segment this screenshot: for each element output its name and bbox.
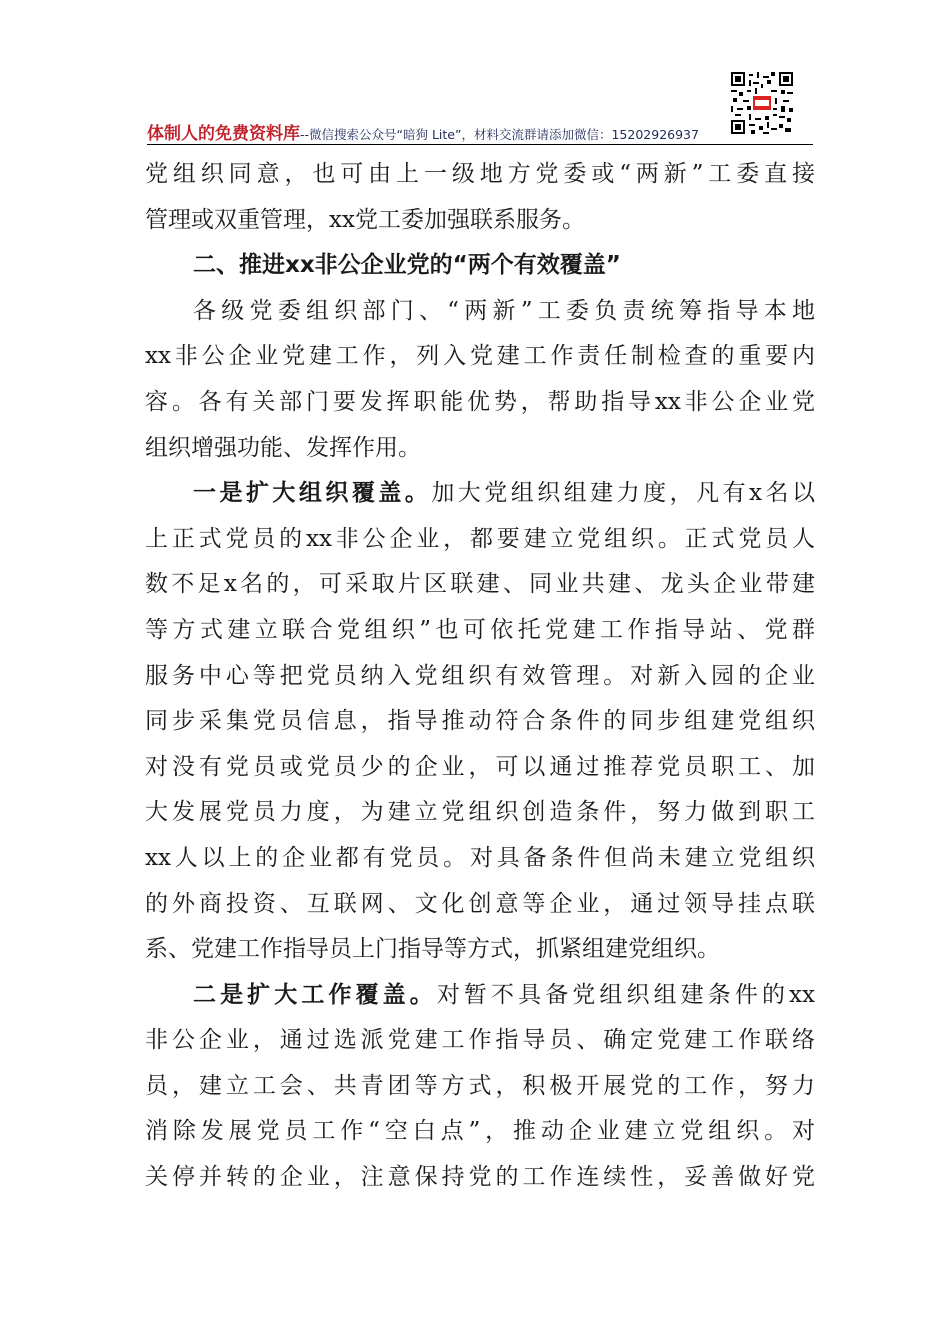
body-line: 服务中心等把党员纳入党组织有效管理。对新入园的企业 [145,662,815,689]
body-line: 对没有党员或党员少的企业，可以通过推荐党员职工、加 [145,753,815,780]
body-line: 系、党建工作指导员上门指导等方式，抓紧组建党组织。 [145,936,720,963]
page-header [147,66,813,146]
body-line: 二是扩大工作覆盖。对暂不具备党组织组建条件的xx [193,981,815,1008]
body-line: 一是扩大组织覆盖。加大党组织组建力度，凡有x名以 [193,480,815,507]
body-line: 管理或双重管理，xx党工委加强联系服务。 [145,206,585,233]
body-line: 党组织同意，也可由上一级地方党委或“两新”工委直接 [145,161,815,187]
body-line: 员，建立工会、共青团等方式，积极开展党的工作，努力 [145,1072,815,1099]
body-line: 上正式党员的xx非公企业，都要建立党组织。正式党员人 [145,525,815,552]
header-subtitle: --微信搜索公众号“暗狗 Lite”，材料交流群请添加微信：15202926937 [300,127,699,142]
body-line: 非公企业，通过选派党建工作指导员、确定党建工作联络 [145,1027,815,1054]
header-divider [147,144,813,145]
body-line: 的外商投资、互联网、文化创意等企业，通过领导挂点联 [145,890,815,917]
body-line: 同步采集党员信息，指导推动符合条件的同步组建党组织 [145,708,815,735]
section-heading: 二、推进xx非公企业党的“两个有效覆盖” [193,252,621,279]
brand-title: 体制人的免费资料库 [147,124,300,144]
lead-phrase: 二是扩大工作覆盖。 [193,981,437,1008]
qr-code-icon [731,72,793,134]
body-line: xx人以上的企业都有党员。对具备条件但尚未建立党组织 [145,844,815,871]
body-line: 消除发展党员工作“空白点”，推动企业建立党组织。对 [145,1118,815,1145]
body-line: 大发展党员力度，为建立党组织创造条件，努力做到职工 [145,799,815,826]
body-line: 组织增强功能、发挥作用。 [145,434,421,461]
body-line: 各级党委组织部门、“两新”工委负责统筹指导本地 [193,297,815,324]
body-line: xx非公企业党建工作，列入党建工作责任制检查的重要内 [145,343,815,370]
lead-phrase: 一是扩大组织覆盖。 [193,480,432,507]
document-body [145,152,815,1201]
body-line: 关停并转的企业，注意保持党的工作连续性，妥善做好党 [145,1164,815,1191]
body-line: 数不足x名的，可采取片区联建、同业共建、龙头企业带建 [145,571,815,598]
body-line: 等方式建立联合党组织”也可依托党建工作指导站、党群 [145,616,815,643]
body-line: 容。各有关部门要发挥职能优势，帮助指导xx非公企业党 [145,388,815,415]
header-text [147,119,699,144]
